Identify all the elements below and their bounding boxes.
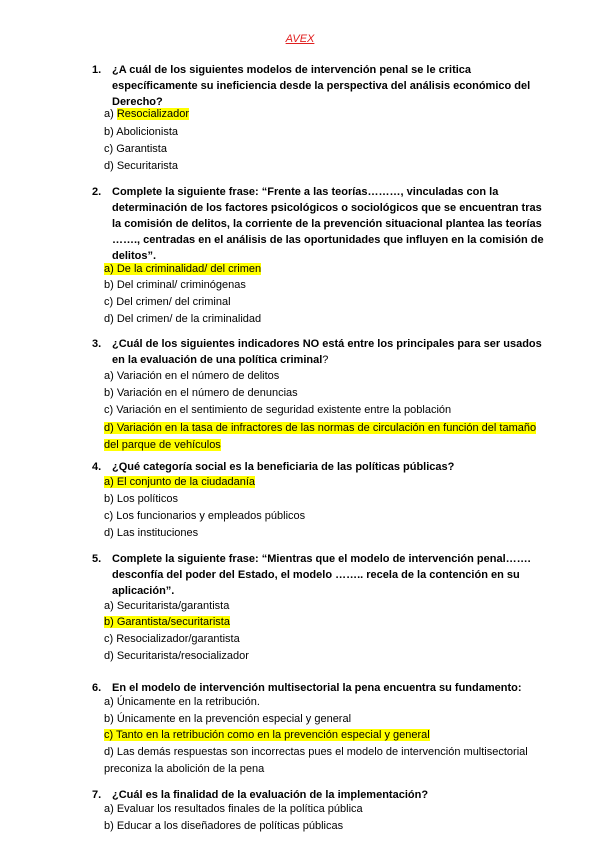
option-c bbox=[104, 727, 430, 743]
option-b: b) Únicamente en la prevención especial y general bbox=[104, 713, 352, 725]
option-a bbox=[104, 106, 189, 122]
option-b: b) Del criminal/ criminógenas bbox=[104, 279, 246, 291]
option-text: Garantista bbox=[116, 143, 167, 155]
question-number: 6. bbox=[92, 682, 102, 694]
option-d bbox=[104, 420, 544, 454]
option-b: b) Variación en el número de denuncias bbox=[104, 387, 298, 399]
question-number: 4. bbox=[92, 461, 102, 473]
question-text: Complete la siguiente frase: “Frente a las teorías………, vinculadas con la determinación de los factores psicológicos o sociológicos que se encuentran tras la comisión de delitos, la corriente de la prevención situacional plantea las teorías ……., centradas en el análisis de las oportunidades que influyen en la comisión de delitos”. bbox=[112, 186, 544, 262]
option-a bbox=[104, 261, 261, 277]
option-d: d) Del crimen/ de la criminalidad bbox=[104, 313, 262, 325]
option-text: Securitarista bbox=[116, 160, 178, 172]
question-number: 1. bbox=[92, 64, 102, 76]
option-c: c) Los funcionarios y empleados públicos bbox=[104, 510, 306, 522]
option-c: c) Resocializador/garantista bbox=[104, 633, 240, 645]
option-a bbox=[104, 474, 255, 490]
question-text bbox=[112, 336, 552, 368]
question-text: ¿Cuál es la finalidad de la evaluación de la implementación? bbox=[112, 789, 429, 801]
option-b: b) Educar a los diseñadores de políticas públicas bbox=[104, 820, 344, 832]
option-b bbox=[104, 124, 178, 140]
question-text-main: ¿Cuál de los siguientes indicadores NO está entre los principales para ser usados en la evaluación de una política criminal bbox=[112, 338, 542, 366]
option-b bbox=[104, 614, 230, 630]
option-text: Resocializador bbox=[116, 108, 189, 120]
option-c: c) Del crimen/ del criminal bbox=[104, 296, 231, 308]
option-text: b) Garantista/securitarista bbox=[104, 616, 230, 628]
option-c: c) Variación en el sentimiento de seguridad existente entre la población bbox=[104, 404, 452, 416]
option-a: a) Únicamente en la retribución. bbox=[104, 696, 260, 708]
option-text: c) Tanto en la retribución como en la prevención especial y general bbox=[104, 729, 430, 741]
option-d bbox=[104, 158, 178, 174]
option-text: Abolicionista bbox=[116, 126, 178, 138]
option-a: a) Securitarista/garantista bbox=[104, 600, 230, 612]
question-number: 7. bbox=[92, 789, 102, 801]
question-text-end: ? bbox=[322, 354, 329, 366]
option-letter: d) bbox=[104, 160, 114, 172]
option-c bbox=[104, 141, 167, 157]
option-letter: a) bbox=[104, 108, 114, 120]
option-d: d) Securitarista/resocializador bbox=[104, 650, 249, 662]
option-d: d) Las demás respuestas son incorrectas pues el modelo de intervención multisectorial preconiza la abolición de la pena bbox=[104, 746, 528, 775]
page-title: AVEX bbox=[285, 33, 315, 45]
question-number: 3. bbox=[92, 338, 102, 350]
option-letter: b) bbox=[104, 126, 114, 138]
question-text: ¿A cuál de los siguientes modelos de intervención penal se le critica específicamente su ineficiencia desde la perspectiva del análisis económico del Derecho? bbox=[112, 64, 531, 108]
question-number: 5. bbox=[92, 553, 102, 565]
question-text: ¿Qué categoría social es la beneficiaria de las políticas públicas? bbox=[112, 461, 455, 473]
question-number: 2. bbox=[92, 186, 102, 198]
option-a: a) Variación en el número de delitos bbox=[104, 370, 280, 382]
question-text: Complete la siguiente frase: “Mientras que el modelo de intervención penal……. desconfía del poder del Estado, el modelo …….. recela de la contención en su aplicación”. bbox=[112, 553, 531, 597]
option-d: d) Las instituciones bbox=[104, 527, 199, 539]
question-text: En el modelo de intervención multisectorial la pena encuentra su fundamento: bbox=[112, 682, 522, 694]
option-text: a) El conjunto de la ciudadanía bbox=[104, 476, 256, 488]
option-text: a) De la criminalidad/ del crimen bbox=[104, 263, 262, 275]
option-a: a) Evaluar los resultados finales de la política pública bbox=[104, 803, 363, 815]
option-text: d) Variación en la tasa de infractores de las normas de circulación en función del tamaño del parque de vehículos bbox=[104, 422, 537, 451]
option-b: b) Los políticos bbox=[104, 493, 178, 505]
option-letter: c) bbox=[104, 143, 114, 155]
